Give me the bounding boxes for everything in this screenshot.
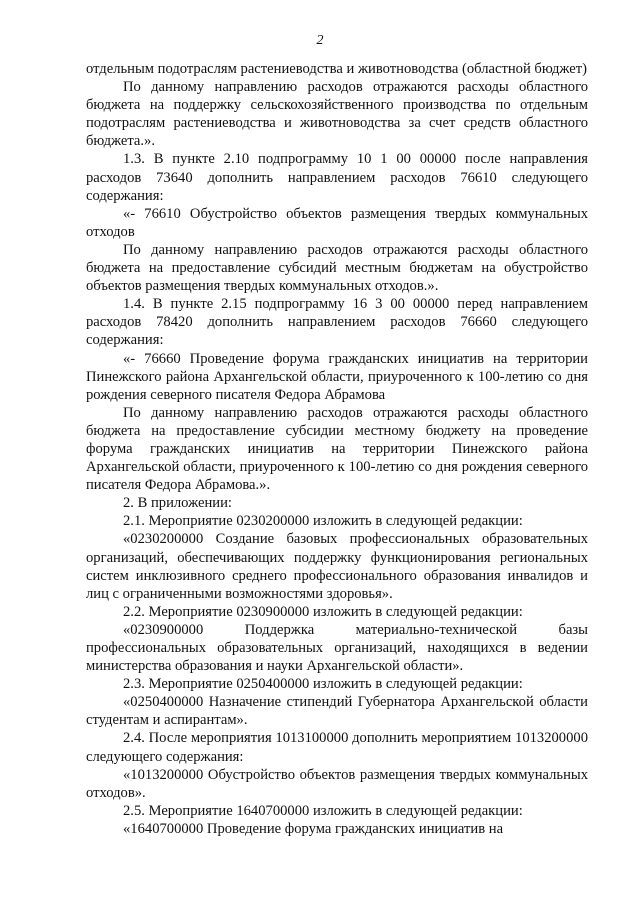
page-number: 2 bbox=[316, 33, 324, 48]
paragraph-description-animal-plant: По данному направлению расходов отражаются расходы областного бюджета на поддержку сельскохозяйственного производства по отдельным подотраслям растениеводства и животноводства за счет средств областного бюджета.». bbox=[86, 79, 588, 150]
paragraph-code-76660: «- 76660 Проведение форума гражданских инициатив на территории Пинежского района Архангельской области, приуроченного к 100-летию со дня рождения северного писателя Федора Абрамова bbox=[86, 350, 588, 403]
paragraph-item-1-4: 1.4. В пункте 2.15 подпрограмму 16 3 00 00000 перед направлением расходов 78420 дополнить направлением расходов 76660 следующего содержания: bbox=[86, 296, 588, 349]
paragraph-item-2: 2. В приложении: bbox=[123, 495, 232, 512]
paragraph-description-76660: По данному направлению расходов отражаются расходы областного бюджета на предоставление субсидии местному бюджету на проведение форума гражданских инициатив на территории Пинежского района Архангельской области, приуроченного к 100-летию со дня рождения северного писателя Федора Абрамова.». bbox=[86, 404, 588, 494]
document-body bbox=[86, 60, 588, 838]
paragraph-item-2-1: 2.1. Мероприятие 0230200000 изложить в следующей редакции: bbox=[123, 513, 523, 530]
paragraph-description-76610: По данному направлению расходов отражаются расходы областного бюджета на предоставление субсидий местным бюджетам на обустройство объектов размещения твердых коммунальных отходов.». bbox=[86, 241, 588, 295]
paragraph-code-1640700000: «1640700000 Проведение форума гражданских инициатив на bbox=[123, 820, 504, 837]
paragraph-code-0250400000: «0250400000 Назначение стипендий Губернатора Архангельской области студентам и аспирантам». bbox=[86, 694, 588, 729]
paragraph-item-2-5: 2.5. Мероприятие 1640700000 изложить в следующей редакции: bbox=[123, 802, 523, 819]
paragraph-item-2-3: 2.3. Мероприятие 0250400000 изложить в следующей редакции: bbox=[123, 676, 523, 693]
paragraph-continuation: отдельным подотраслям растениеводства и животноводства (областной бюджет) bbox=[86, 61, 588, 77]
paragraph-code-0230900000: «0230900000 Поддержка материально-технической базы профессиональных образовательных организаций, находящихся в ведении министерства образования и науки Архангельской области». bbox=[86, 621, 588, 675]
paragraph-code-0230200000: «0230200000 Создание базовых профессиональных образовательных организаций, обеспечивающих поддержку функционирования региональных систем инклюзивного среднего профессионального образования инвалидов и лиц с ограниченными возможностями здоровья». bbox=[86, 531, 588, 602]
paragraph-item-1-3: 1.3. В пункте 2.10 подпрограмму 10 1 00 00000 после направления расходов 73640 дополнить направлением расходов 76610 следующего содержания: bbox=[86, 151, 588, 204]
paragraph-item-2-4: 2.4. После мероприятия 1013100000 дополнить мероприятием 1013200000 следующего содержания: bbox=[86, 730, 588, 765]
paragraph-item-2-2: 2.2. Мероприятие 0230900000 изложить в следующей редакции: bbox=[123, 603, 523, 620]
paragraph-code-76610: «- 76610 Обустройство объектов размещения твердых коммунальных отходов bbox=[86, 205, 588, 240]
paragraph-code-1013200000: «1013200000 Обустройство объектов размещения твердых коммунальных отходов». bbox=[86, 766, 588, 801]
